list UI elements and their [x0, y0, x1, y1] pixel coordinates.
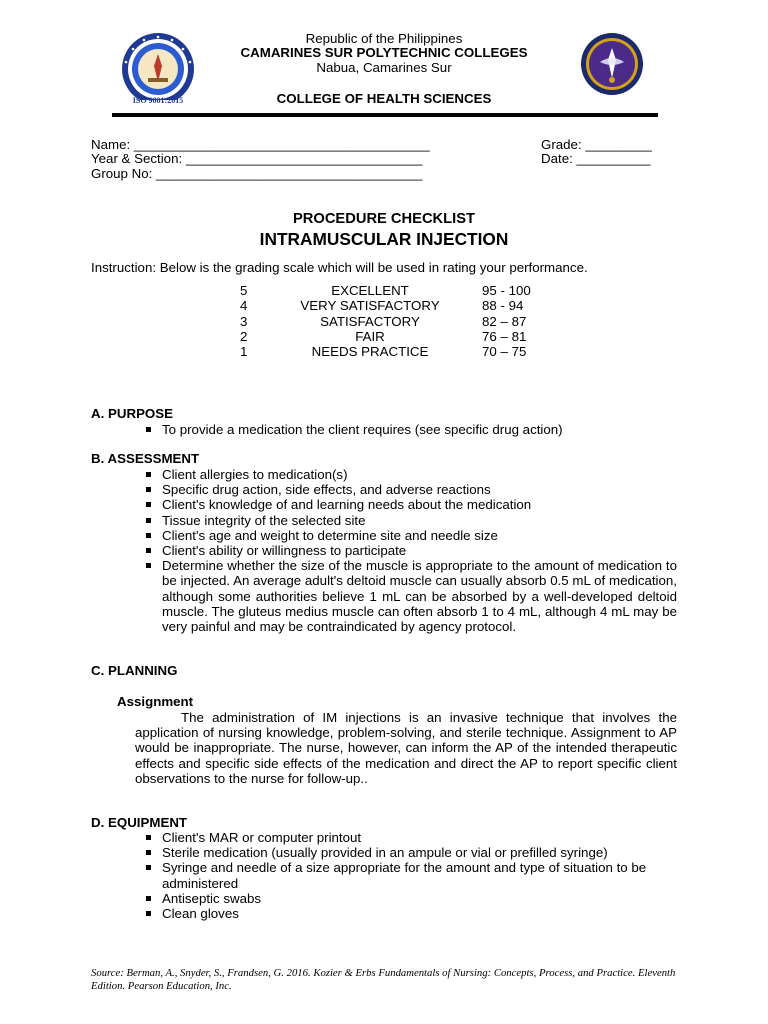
school-location: Nabua, Camarines Sur	[316, 60, 452, 75]
scale-score: 3	[240, 314, 248, 329]
scale-label: FAIR	[355, 329, 385, 344]
list-item: Client's ability or willingness to participate	[143, 543, 677, 558]
scale-range: 76 – 81	[482, 329, 527, 344]
scale-range: 70 – 75	[482, 344, 527, 359]
republic-line: Republic of the Philippines	[305, 31, 463, 46]
list-item: Clean gloves	[143, 906, 683, 921]
scale-range: 88 - 94	[482, 298, 524, 313]
year-section-field[interactable]: Year & Section: ________________________________	[91, 151, 423, 166]
iso-label: ISO 9001:2015	[132, 96, 184, 105]
college-name: COLLEGE OF HEALTH SCIENCES	[276, 91, 492, 106]
scale-score: 5	[240, 283, 248, 298]
assessment-heading: B. ASSESSMENT	[91, 451, 200, 466]
scale-label: SATISFACTORY	[320, 314, 420, 329]
scale-label: VERY SATISFACTORY	[300, 298, 440, 313]
scale-range: 82 – 87	[482, 314, 527, 329]
list-item: Specific drug action, side effects, and adverse reactions	[143, 482, 677, 497]
group-no-field[interactable]: Group No: ____________________________________	[91, 166, 423, 181]
list-item: Sterile medication (usually provided in an ampule or vial or prefilled syringe)	[143, 845, 683, 860]
scale-row	[230, 298, 560, 313]
equipment-list	[143, 830, 683, 921]
source-citation: Source: Berman, A., Snyder, S., Frandsen, G. 2016. Kozier & Erbs Fundamentals of Nursing: Concepts, Process, and Practice. Eleventh Edition. Pearson Education, Inc.	[91, 967, 676, 992]
equipment-heading: D. EQUIPMENT	[91, 815, 188, 830]
scale-score: 4	[240, 298, 248, 313]
name-field[interactable]: Name: ________________________________________	[91, 137, 430, 152]
assignment-text: The administration of IM injections is an invasive technique that involves the application of nursing knowledge, problem-solving, and sterile technique. Assignment to AP would be inappropriate. The nurse, however, can inform the AP of the intended therapeutic effects and specific side effects of the medication and direct the AP to report specific client observations to the nurse for follow-up..	[135, 710, 677, 786]
scale-score: 1	[240, 344, 248, 359]
school-name: CAMARINES SUR POLYTECHNIC COLLEGES	[240, 45, 528, 60]
list-item: Antiseptic swabs	[143, 891, 683, 906]
list-item: Client's MAR or computer printout	[143, 830, 683, 845]
list-item: Syringe and needle of a size appropriate for the amount and type of situation to be administered	[143, 860, 683, 890]
grade-field[interactable]: Grade: _________	[541, 137, 652, 152]
procedure-title: INTRAMUSCULAR INJECTION	[259, 229, 509, 249]
purpose-heading: A. PURPOSE	[91, 406, 174, 421]
list-item: Client's knowledge of and learning needs about the medication	[143, 497, 677, 512]
scale-label: NEEDS PRACTICE	[311, 344, 429, 359]
list-item: To provide a medication the client requires (see specific drug action)	[143, 422, 683, 437]
list-item: Determine whether the size of the muscle is appropriate to the amount of medication to be injected. An average adult's deltoid muscle can usually absorb 0.5 mL of medication, although some authorities believe 1 mL can be absorbed by a well-developed deltoid muscle. The gluteus medius muscle can often absorb 1 to 4 mL, although 4 mL may be very painful and may be contraindicated by agency protocol.	[143, 558, 677, 634]
scale-label: EXCELLENT	[331, 283, 409, 298]
scale-row	[230, 329, 560, 344]
scale-range: 95 - 100	[482, 283, 531, 298]
scale-row	[230, 344, 560, 359]
planning-heading: C. PLANNING	[91, 663, 178, 678]
assessment-list	[143, 467, 677, 634]
header-rule	[112, 113, 658, 117]
checklist-title: PROCEDURE CHECKLIST	[293, 211, 475, 227]
list-item: Client's age and weight to determine site and needle size	[143, 528, 677, 543]
scale-row	[230, 314, 560, 329]
list-item: Client allergies to medication(s)	[143, 467, 677, 482]
list-item: Tissue integrity of the selected site	[143, 513, 677, 528]
purpose-list	[143, 422, 683, 437]
scale-score: 2	[240, 329, 248, 344]
instruction-text: Instruction: Below is the grading scale which will be used in rating your performance.	[91, 260, 588, 275]
scale-row	[230, 283, 560, 298]
date-field[interactable]: Date: __________	[541, 151, 651, 166]
assignment-subheading: Assignment	[117, 694, 194, 709]
